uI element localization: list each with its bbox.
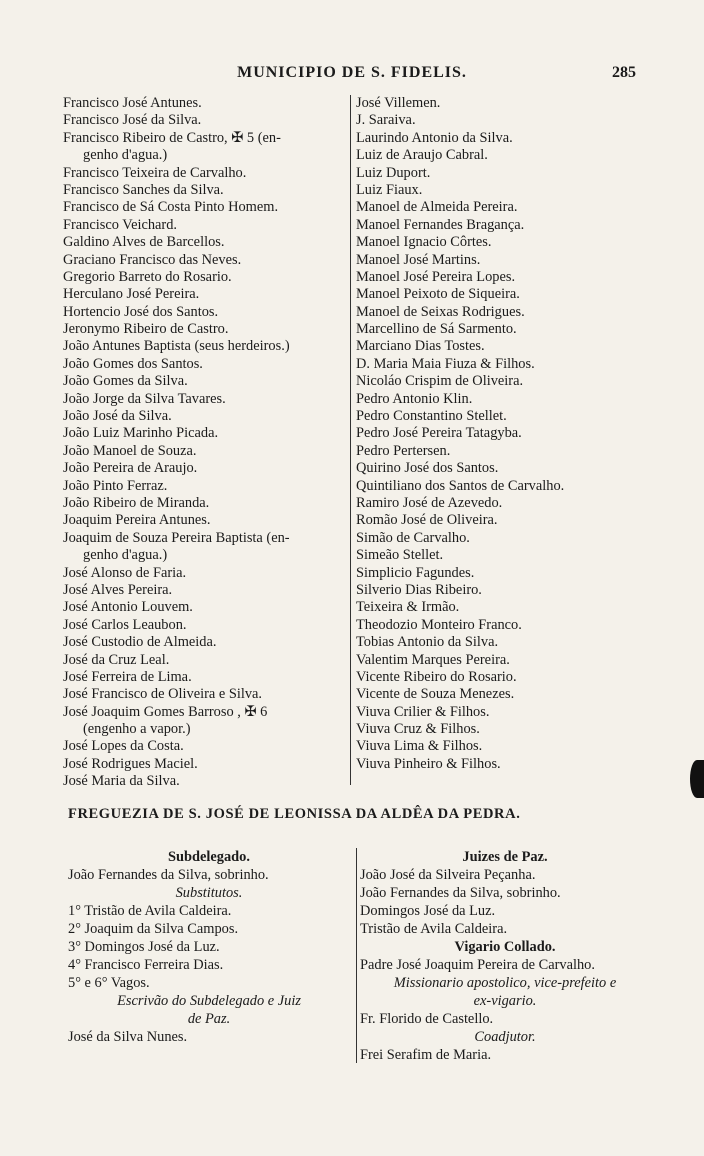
section-column-divider [356,848,357,1063]
list-item: Francisco José Antunes. [63,95,202,111]
list-item: José Custodio de Almeida. [63,634,217,651]
list-item: José Antonio Louvem. [63,599,193,616]
list-item: Pedro Constantino Stellet. [356,408,507,425]
list-item: D. Maria Maia Fiuza & Filhos. [356,355,535,372]
list-item: Valentim Marques Pereira. [356,651,510,668]
list-item: Luiz de Araujo Cabral. [356,147,488,164]
list-item: João Antunes Baptista (seus herdeiros.) [63,338,290,355]
list-item: Jeronymo Ribeiro de Castro. [63,321,229,338]
section-title: FREGUEZIA DE S. JOSÉ DE LEONISSA DA ALDÊA DA PEDRA. [68,806,521,822]
list-item: Manoel José Martins. [356,251,481,268]
juiz-item: João Fernandes da Silva, sobrinho. [360,885,561,901]
missionario-name: Fr. Florido de Castello. [360,1011,494,1027]
list-item: Teixeira & Irmão. [356,599,460,616]
list-item: Nicoláo Crispim de Oliveira. [356,373,524,390]
list-item: genho d'agua.) [83,547,168,564]
escrivao-name: José da Silva Nunes. [68,1029,188,1045]
coadjutor-name: Frei Serafim de Maria. [360,1047,492,1063]
list-item: Manoel Peixoto de Siqueira. [356,286,520,303]
list-item: José Joaquim Gomes Barroso , ✠ 6 [63,703,268,720]
list-item: José Francisco de Oliveira e Silva. [63,686,263,703]
vigario-heading: Vigario Collado. [454,939,556,955]
list-item: Francisco Sanches da Silva. [63,181,224,198]
list-item: José Rodrigues Maciel. [63,755,198,772]
list-item: genho d'agua.) [83,147,168,164]
list-item: Pedro Pertersen. [356,442,451,459]
list-item: João José da Silva. [63,408,172,425]
escrivao-heading: Escrivão do Subdelegado e Juiz [117,993,301,1009]
list-item: Pedro Antonio Klin. [356,390,473,407]
list-item: José Lopes da Costa. [63,738,184,755]
list-item: Viuva Pinheiro & Filhos. [356,755,501,772]
list-item: Hortencio José dos Santos. [63,303,219,320]
list-item: Francisco Ribeiro de Castro, ✠ 5 (en- [63,129,281,146]
page-number: 285 [612,64,636,81]
list-item: Manoel Ignacio Côrtes. [356,234,492,251]
list-item: João Gomes dos Santos. [63,355,203,372]
list-item: Joaquim Pereira Antunes. [63,512,211,529]
list-item: Galdino Alves de Barcellos. [63,234,225,251]
list-item: Manoel de Seixas Rodrigues. [356,303,525,320]
ink-blot [690,760,704,798]
right-name-list [356,95,626,773]
substituto-item: 3° Domingos José da Luz. [68,939,220,955]
list-item: Theodozio Monteiro Franco. [356,616,522,633]
list-item: José Ferreira de Lima. [63,668,192,685]
list-item: Marciano Dias Tostes. [356,338,485,355]
list-item: José Alonso de Faria. [63,564,187,581]
juiz-item: Tristão de Avila Caldeira. [360,921,508,937]
missionario-heading-cont: ex-vigario. [473,993,537,1009]
list-item: Tobias Antonio da Silva. [356,634,499,651]
list-item: Ramiro José de Azevedo. [356,494,503,511]
officials-right [360,848,650,1064]
list-item: Viuva Crilier & Filhos. [356,703,490,720]
substituto-item: 5° e 6° Vagos. [68,975,150,991]
list-item: Simeão Stellet. [356,547,444,564]
list-item: Luiz Fiaux. [356,181,423,198]
substituto-item: 1° Tristão de Avila Caldeira. [68,903,232,919]
left-name-list [63,95,351,791]
list-item: Marcellino de Sá Sarmento. [356,321,517,338]
list-item: José Maria da Silva. [63,773,180,790]
list-item: João Manoel de Souza. [63,442,197,459]
list-item: Gregorio Barreto do Rosario. [63,268,232,285]
list-item: J. Saraiva. [356,112,416,129]
page-header-title: MUNICIPIO DE S. FIDELIS. [237,64,467,81]
list-item: João Gomes da Silva. [63,373,188,390]
officials-left [68,848,350,1046]
list-item: Joaquim de Souza Pereira Baptista (en- [63,529,290,546]
list-item: José da Cruz Leal. [63,651,170,668]
subdelegado-heading: Subdelegado. [168,849,250,865]
list-item: Pedro José Pereira Tatagyba. [356,425,522,442]
list-item: Viuva Cruz & Filhos. [356,721,480,738]
list-item: Francisco José da Silva. [63,112,202,129]
list-item: Viuva Lima & Filhos. [356,738,483,755]
list-item: João Jorge da Silva Tavares. [63,390,226,407]
coadjutor-heading: Coadjutor. [474,1029,536,1045]
subdelegado-name: João Fernandes da Silva, sobrinho. [68,867,269,883]
juizes-heading: Juizes de Paz. [462,849,548,865]
juiz-item: João José da Silveira Peçanha. [360,867,536,883]
list-item: Silverio Dias Ribeiro. [356,581,482,598]
list-item: Francisco Veichard. [63,216,178,233]
juiz-item: Domingos José da Luz. [360,903,496,919]
list-item: Vicente de Souza Menezes. [356,686,515,703]
missionario-heading: Missionario apostolico, vice-prefeito e [393,975,617,991]
list-item: Manoel Fernandes Bragança. [356,216,525,233]
list-item: João Pinto Ferraz. [63,477,168,494]
substitutos-heading: Substitutos. [175,885,243,901]
list-item: Romão José de Oliveira. [356,512,498,529]
list-item: José Alves Pereira. [63,581,173,598]
list-item: Laurindo Antonio da Silva. [356,129,513,146]
list-item: José Villemen. [356,95,441,111]
list-item: João Ribeiro de Miranda. [63,494,210,511]
list-item: João Luiz Marinho Picada. [63,425,219,442]
substituto-item: 4° Francisco Ferreira Dias. [68,957,224,973]
list-item: Luiz Duport. [356,164,431,181]
list-item: Francisco de Sá Costa Pinto Homem. [63,199,279,216]
list-item: Manoel de Almeida Pereira. [356,199,518,216]
vigario-name: Padre José Joaquim Pereira de Carvalho. [360,957,595,973]
list-item: (engenho a vapor.) [83,721,191,738]
list-item: Quirino José dos Santos. [356,460,499,477]
list-item: Quintiliano dos Santos de Carvalho. [356,477,565,494]
substituto-item: 2° Joaquim da Silva Campos. [68,921,239,937]
list-item: Graciano Francisco das Neves. [63,251,242,268]
escrivao-heading-cont: de Paz. [187,1011,231,1027]
list-item: João Pereira de Araujo. [63,460,198,477]
list-item: Manoel José Pereira Lopes. [356,268,516,285]
list-item: Simão de Carvalho. [356,529,470,546]
list-item: José Carlos Leaubon. [63,616,187,633]
list-item: Herculano José Pereira. [63,286,200,303]
list-item: Simplicio Fagundes. [356,564,475,581]
list-item: Vicente Ribeiro do Rosario. [356,668,517,685]
list-item: Francisco Teixeira de Carvalho. [63,164,247,181]
